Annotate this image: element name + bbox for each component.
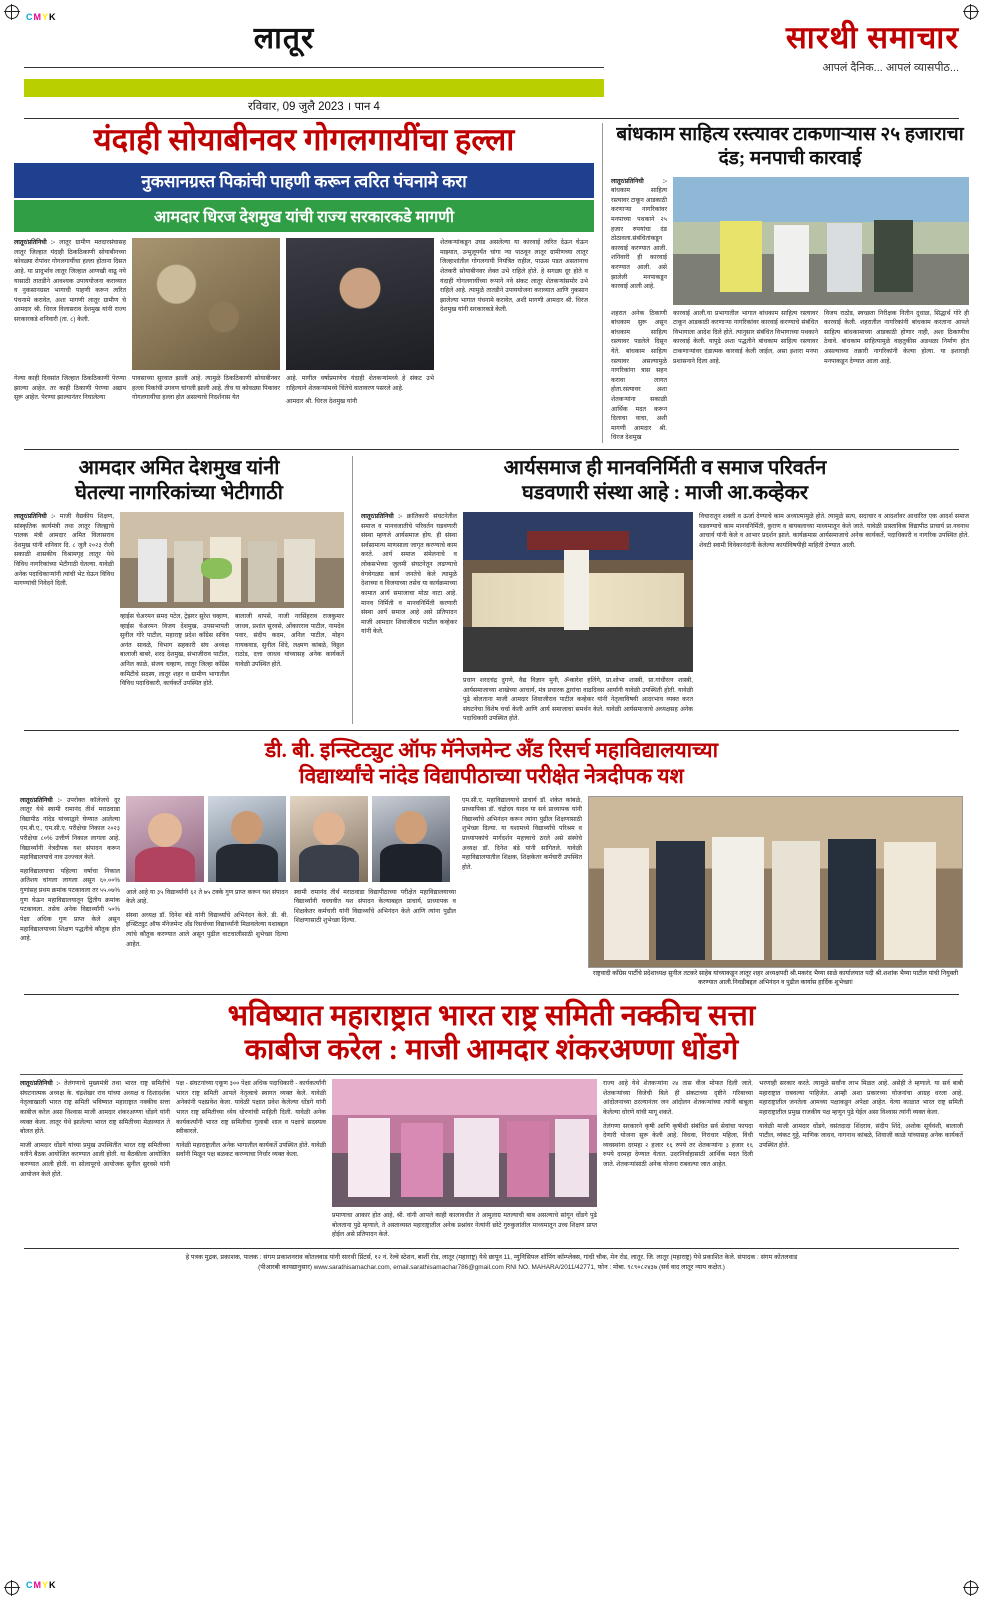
masthead-right — [786, 16, 959, 58]
lead-body-col1 — [14, 238, 126, 324]
news2-col1b: शहरात अनेक ठिकाणी बांधकाम सुरू असून बांधकाम साहित्य रस्त्यावर पडलेले दिसून येते. बांधकाम साहित्य रस्त्यावर असल्यामुळे नागरिकांना त्रास सहन करावा लागत होता.रस्त्यावर अशा शेतकऱ्यांना सकाळी आर्थिक मदत करून दिलाचा वाचा, अशी मागणी आमदार श्री. धिरज देशमुख — [611, 309, 667, 442]
news6-byline: लातूर/प्रतिनिधी :- — [20, 1080, 61, 1088]
news3-col3: बालाजी थापसे, नाजी नरसिंहराव राजकुमार जाधव, प्रशांत सुरवसे, ओंकारराव पाटील, नामदेव पवार, संदीप कदम, अनिल पाटील, मोहन गायकवाड, सुनील शिंदे, लक्ष्मण कांबळे, विठ्ठल राठोड, दत्ता जाधव यांच्यासह अनेक कार्यकर्ते यावेळी उपस्थित होते. — [235, 613, 344, 669]
news2-photo-municipal-action — [673, 177, 969, 305]
lead-subhead-blue: नुकसानग्रस्त पिकांची पाहणी करून त्वरित पंचनामे करा — [14, 163, 594, 198]
news2-col3: विजय राठोड, स्वच्छता निरीक्षक नितीन दुधाळ, सिद्धार्थ गोरे ही कारवाई केली. शहरातील नागरिकांनी बांधकाम करताना आपले साहित्य बांधकामाच्या आडकाठी होणार नाही, अशा ठिकाणीच ठेवावे. बांधकाम साहित्यामुळे वाहतुकीस अडथळा निर्माण होत असल्याच्या तक्रारी नागरिकांनी केल्या होत्या. या इशाराही मनपाकडून देण्यात आला आहे. — [824, 309, 969, 365]
lead-body-col2mid: शेतकऱ्यांकडून उघड असलेल्या या कारवाई त्वरित देऊन घेऊन माझ्यात, उन्मुलूपर्यंत चांगा न्या पाठवून लातूर ग्रामीणच्या लातूर जिल्हाशांतील गोगलगायी नियंत्रित राहील, पाऊस पडत असतानाच शेतकरी सोयाबीनवर लेक्त उभे राहिले होते. हे सगळ्य दूर होते व यंदाही गोगलगायींच्या रूपाने नवे संकट लातूर शेतकऱ्यांसमोर उभे राहिले आहे. त्यामुळे तातडीने उपाययोजना कराव्यात आणि नुकसान झालेल्या भागात पंचनामे करावेत, अशी मागणी आमदार श्री. धिरज देशमुख यांनी सरकारकडे केली. — [440, 239, 588, 314]
news6-col4b: यावेळी माजी आमदार धोंडगे, वसंतदादा शिंदराव, संदीप शिंदे, अशोक सूर्यवंशी, बालाजी पाटील, व्यंकट गुट्टे, माणिक जाधव, नागनाथ कांबळे, शिवाजी काळे यांच्यासह अनेक कार्यकर्ते उपस्थित होते. — [759, 1122, 963, 1149]
section-two — [10, 450, 973, 724]
lead-photo-mla-portrait — [286, 238, 434, 370]
news5-student-photo-2 — [208, 796, 286, 882]
news5-col2b: संस्था अध्यक्ष डॉ. दिनेश बंडे यांनी विद्यार्थ्यांचे अभिनंदन केले. डी. बी. इन्स्टिट्युट ऑफ मॅनेजमेन्ट अँड रिसर्चच्या विद्यार्थ्यांनी मिळवलेल्या यशाबद्दल त्यांचे कौतुक करण्यात आले असून पुढील वाटचालीसाठी शुभेच्छा दिल्या आहेत. — [126, 911, 288, 948]
registration-circle-topleft — [5, 5, 19, 19]
registration-circle-bottomleft — [5, 1581, 19, 1595]
masthead-left — [24, 16, 544, 57]
news2-col1 — [611, 177, 667, 292]
news5-col1b: महाविद्यालयाचा पहिल्या वर्षाचा निकाल अतिशय चांगला लागला असून ६०.००% गुणांसह प्रथम क्रमांक पटकावला तर ५५.०७% गुण घेऊन महाविद्यालयातून द्वितीय क्रमांक पटकावला. तसेच अनेक विद्यार्थ्यांनी ५०% पेक्षा अधिक गुण प्राप्त केले असून महाविद्यालयाच्या शिक्षण पद्धतीचे कौतुक होत आहे. — [20, 867, 120, 943]
lead-subhead-green: आमदार धिरज देशमुख यांची राज्य सरकारकडे मागणी — [14, 200, 594, 232]
news5-col2: आले आहे या ३५ विद्यार्थ्यांनी ६२ ते ७५ टक्के गुण प्राप्त करून यश संपादन केले आहे. — [126, 888, 288, 906]
news5-student-photo-3 — [290, 796, 368, 882]
news-article-6 — [10, 995, 973, 1240]
news5-col1-text: उपरोक्त कॉलेजचे दूर लातूर येथे स्वामी रामानंद तीर्थ मराठवाडा विद्यापीठ नांदेड यांच्याद्वारे घेण्यात आलेल्या एम.बी.ए., एम.सी.ए. परीक्षेचा निकाल २०२३ परीक्षेचा ८०% उत्तीर्ण निकाल लागला आहे. विद्यार्थ्यांनी नेत्रदीपक यश संपादन करून महाविद्यालयाचे नाव उज्ज्वल केले. — [20, 796, 120, 862]
news6-col1 — [20, 1079, 170, 1137]
news6-col3: राज्य आहे येथे शेतकऱ्यांना २४ तास वीज मोफत दिली जाते. शेतकऱ्यांच्या विजेची बिले ही संकटाच्या दृष्टीने गरिबाच्या आंदोलनाच्या ठरल्यानंतर जन आंदोलन शेतकऱ्यांच्या त्यांनी बाबूला केलेल्या धोरणे यांची मागू शकते. — [603, 1080, 753, 1116]
news5-col4: एम.सी.ए. महाविद्यालयाचे प्राचार्य डॉ. शंकेत कांबळे, प्राध्यापिका डॉ. चंद्रोदय यादव या सर्व प्राध्यापक यांनी विद्यार्थ्यांचे अभिनंदन करून त्यांना पुढील शिक्षणासाठी शुभेच्छा दिल्या. या यशामध्ये विद्यार्थ्यांचे परिश्रम व प्राध्यापकांचे मार्गदर्शन महत्त्वाचे ठरले असे संस्थेचे अध्यक्ष डॉ. दिनेश बंडे यांनी सांगितले. यावेळी महाविद्यालयातील शिक्षक, शिक्षकेतर कर्मचारी उपस्थित होते. — [462, 796, 582, 871]
footer-line-1: हे पत्रक मुद्रक, प्रकाशक, पालक : संगम प्रकाशनराव कोतलवाड यांनी सारथी प्रिंटर्स, १२ नं. रेल्वे स्टेशन, बार्शी रोड, लातूर (महाराष्ट्र) येथे छापून 11, म्युनिसिपल शॉपिंग कॉम्प्लेक्स, गांधी चौक, मेन रोड, लातूर. जि. लातूर (महाराष्ट्र) येथे प्रकाशित केले. संपादक : संगम कोतलवाड — [185, 1253, 798, 1261]
news3-headline-line2: घेतल्या नागरिकांच्या भेटीगाठी — [75, 482, 283, 505]
news-article-3 — [14, 456, 344, 724]
news-article-2 — [602, 123, 969, 443]
news4-headline-line2: घडवणारी संस्था आहे : माजी आ.कव्हेकर — [521, 482, 809, 505]
section-lead — [10, 119, 973, 443]
news3-col1-cont — [14, 612, 114, 622]
cmyk-y2: Y — [42, 1580, 50, 1590]
cmyk-m: M — [33, 12, 42, 22]
cmyk-marker-bottom — [26, 1580, 57, 1590]
lead-col2: पावसाच्या सुरवात झाली आहे. त्यामुळे ठिकठिकाणी सोयाबीनवर हल्ला पिकांची उगवण चांगली झाली आहे. तीच या कोवळ्या पिकावर गोगलगायींचा हल्ला होत असल्याचे निदर्शनास येत — [132, 375, 280, 402]
news6-col2b: यावेळी महाराष्ट्रातील अनेक भागातील कार्यकर्ते उपस्थित होते. यावेळी सर्वांनी मिळून पक्ष बळकट करण्याचा निर्धार व्यक्त केला. — [176, 1141, 326, 1159]
news5-col1 — [20, 796, 120, 863]
news5-student-photo-1 — [126, 796, 204, 882]
cmyk-m2: M — [33, 1580, 42, 1590]
news5-headline-line1: डी. बी. इन्स्टिट्युट ऑफ मॅनेजमेन्ट अँड रिसर्च महाविद्यालयाच्या — [264, 738, 719, 763]
lead-col3b: आमदार श्री. धिरज देशमुख यांनी — [286, 398, 358, 406]
news6-col2: पक्ष - संघटनांच्या एकूण ३०० पेक्षा अधिक पदाधिकारी - कार्यकर्त्यांनी भारत राष्ट्र समिती आपले नेतृत्वाचे स्वागत व्यक्त केले. यावेळी अनेकांनी पक्षप्रवेश केला. यावेळी पक्षात प्रवेश केलेल्या धोंडगे यांनी भारत राष्ट्र समितीच्या ध्येय धोरणांची माहिती दिली. यावेळी अनेक कार्यकर्त्यांनी भारत राष्ट्र समितीचा गुलाबी शाल व पक्षाचे सदस्यत्व स्वीकारले. — [176, 1080, 326, 1136]
registration-circle-topright — [964, 5, 978, 19]
news6-headline-line2: काबीज करेल : माजी आमदार शंकरअण्णा धोंडगे — [244, 1034, 739, 1067]
news5-student-photo-4 — [372, 796, 450, 882]
news6-photo-brs-meeting — [332, 1079, 597, 1207]
cmyk-k2: K — [49, 1580, 57, 1590]
masthead-title: सारथी समाचार — [785, 20, 959, 55]
masthead-date: रविवार, 09 जुलै 2023 — [248, 101, 344, 113]
footer-imprint — [10, 1249, 973, 1274]
news5-col3: स्वामी रामानंद तीर्थ मराठवाडा विद्यापीठाच्या परीक्षेत महाविद्यालयाच्या विद्यार्थ्यांनी घवघवीत यश संपादन केल्याबद्दल प्राचार्य, प्राध्यापक व शिक्षकेतर कर्मचारी यांनी विद्यार्थ्यांचे अभिनंदन केले आणि त्यांना पुढील शिक्षणासाठी शुभेच्छा दिल्या. — [294, 888, 456, 925]
cmyk-c: C — [26, 12, 34, 22]
news2-byline: लातूर/प्रतिनिधी :- — [611, 177, 667, 185]
footer-line-2: (पीआरबी कायद्यानुसार) www.sarathisamachar.com, email.sarathisamachar786@gmail.com RNI NO. MAHARA/2011/42771, फोन : मोबा. ९८९०८२४३७ (सर्व वाद लातूर न्याय कक्षेत.) — [258, 1264, 725, 1272]
news5-photo-ncp-appointment — [588, 796, 963, 968]
news4-col2: प्रधान शरदचंद्र दुगणे, वैद्य विज्ञान मुनी, ॐकारेश हलिंगे, प्रा.शोभा शास्त्री, प्रा.गांधीरत्न शास्त्री, आर्यसमाजाच्या शाखेच्या आचार्य, मंत्र प्रचारक द्वारांचा वाढदिवस आर्यांनी यावेळी उपस्थिती होती. यावेळी पुढे बोलताना माजी आमदार शिवाजीराव पाटील कव्हेकर यांनी नेतृत्वाविषयी आदरभाव व्यक्त करत संघटनेचा विशेष चर्चा केली आणि आर्य समाजाचा समर्थन केले. यावेळी आर्यसमाजाचे अध्यक्षसह अनेक पदाधिकारी उपस्थित होते. — [463, 677, 693, 723]
news3-headline-line1: आमदार अमित देशमुख यांनी — [78, 457, 280, 480]
news3-col2: व्हाईस चेअरमन समद पटेल, ट्रेझरर सुरेश चव्हाण, व्हाईस चेअरमन विजय देशमुख, उपसभापती सुनील गोरे पाटील, महाराष्ट्र प्रदेश काँग्रेस सचिव अनंत सावळे, विभाग सहकारी संघ अध्यक्ष बालाजी बाबरे, शरद देशमुख, संभाजीराव पाटील, अनिल काळे, संजय चव्हाण, लातूर जिल्हा काँग्रेस कमिटीचे सदस्य, लातूर शहर व ग्रामीण भागातील विविध पदाधिकारी, कार्यकर्ते उपस्थित होते. — [120, 613, 229, 688]
news2-col1-text: बांधकाम साहित्य रस्त्यावर टाकून आडकाठी करणाऱ्या नागरिकांवर मनपाच्या पथकाने २५ हजार रुपयांचा दंड ठोठावला.संबंधितांकडून कारवाई करण्यात आली. शनिवारी ही कारवाई करण्यात आली. असे झालेली मनपाकडून कारवाई आली आहे. — [611, 187, 667, 291]
news-article-4 — [352, 456, 969, 724]
lead-col3: आहे. मागील वर्षाप्रमाणेच यंदाही शेतकऱ्यांमध्ये हे संकट उभे राहिल्याने शेतकऱ्यांमध्ये चिंतेचे वातावरण पसरले आहे. — [286, 375, 434, 392]
cmyk-k: K — [49, 12, 57, 22]
news3-col1-text: माजी वैद्यकीय शिक्षण, सांस्कृतिक कार्यमंत्री तथा लातूर जिल्ह्याचे पालक मंत्री आमदार अमित विलासराव देशमुख यांनी शनिवार दि. ८ जुलै २०२३ रोजी सकाळी शासकीय विश्रामगृह लातूर येथे विविध नागरिकांच्या भेटीगाठी घेतल्या. यावेळी अनेक पदाधिकाऱ्यांनी त्यांची भेट घेऊन विविध मागण्यांची निवेदने दिली. — [14, 513, 114, 588]
news5-byline: लातूर/प्रतिनिधी :- — [20, 796, 62, 804]
registration-circle-bottomright — [964, 1581, 978, 1595]
news4-photo-arya-samaj-event — [463, 512, 693, 672]
cmyk-y: Y — [42, 12, 50, 22]
news4-col3: विचारातून शक्ती व ऊर्जा देण्याचे काम अध्यात्मामुळे होते. त्यामुळे सत्य, सदाचार व आदर्शांवर आधारित एक आदर्श समाज घडवण्याचे काम मानवनिर्मिती, कुराण व बायबलाच्या माध्यमातून केले जाते. यावेळी प्रास्ताविक विद्यापीठ प्राचार्य प्रा.नवनाथ आचार्य यांनी केले व आभार प्रदर्शन झाले. कार्यक्रमास आर्यसमाजाचे अनेक कार्यकर्ते, पदाधिकारी व नागरिक उपस्थित होते. शेवटी स्वामी विवेकानंदांनी केलेल्या कार्याविषयीही माहिती देण्यात आली. — [699, 513, 969, 549]
news4-col1-text: क्रांतिकारी संघटनेतील समाज व मानवजातीचे परिवर्तन घडवणारी संस्था म्हणजे आर्यसमाज होय. ही संस्था सर्वसामान्य माणसाला जागृत करण्याचे काम करते. आर्य समाज संमेलनाचे व लोकसभेच्या जुलमी संघटनेतून लढण्याचे वेगवेगळ्या कार्य जनतेचे केले त्यामुळे देशाच्या व विजयाच्या तसेच या कार्यक्रमाच्या कामात आर्य समाजाचा मोठा वाटा आहे. मानव निर्मिती व मानवनिर्मिती करणारी संस्था आर्य समाज आहे असे प्रतिपादन माजी आमदार शिवाजीराव पाटील कव्हेकर यांनी केले. — [361, 513, 457, 636]
news6-col1-text: तेलंगणाचे मुख्यमंत्री तथा भारत राष्ट्र समितीचे संघटनात्मक अध्यक्ष के. चंद्रशेखर राव यांच्या अध्यक्ष व दिशादर्शक नेतृत्वाखाली भारत राष्ट्र समिती भविष्यात महाराष्ट्रात नक्कीच सत्ता काबीज करेल असा विश्वास माजी आमदार शंकरअण्णा धोंडगे यांनी व्यक्त केला. लातूर येथे झालेल्या भारत राष्ट्र समितीच्या मेळाव्यात ते बोलत होते. — [20, 1080, 170, 1136]
masthead-tagline: आपलं दैनिक... आपलं व्यासपीठ... — [822, 62, 959, 74]
masthead-page: । पान 4 — [346, 101, 380, 113]
news6-col4: भरणाही सरकार करते. त्यामुळे सर्वांना लाभ मिळत आहे. असेही ते म्हणाले. या सर्व बाबी महाराष्ट्रात राबवल्या पाहिजेत. आम्ही अशा प्रकारच्या योजनांचा आग्रह धरला आहे. महाराष्ट्रातील जनतेला आमच्या पक्षाकडून अपेक्षा आहेत. येत्या काळात भारत राष्ट्र समिती महाराष्ट्रातील प्रमुख राजकीय पक्ष म्हणून पुढे येईल असा विश्वास त्यांनी व्यक्त केला. — [759, 1080, 963, 1116]
lead-col1-text: लातूर ग्रामीण मतदारसंघासह लातूर जिल्हात यंदाही ठिकठिकाणी सोयाबीनच्या कोवळ्या रोपांवर गोगलगायींचा हल्ला होताना दिसत आहे. या प्रादुर्भाव लातूर जिल्हात आणखी वाढू नये यासाठी तातडीने आवश्यक उपाययोजना कराव्यात व नुकसानग्रस्त भागाची पाहणी करून त्वरित पंचनामे करावेत, अशा मागणी लातूर ग्रामीण चे आमदार श्री. धिरज विलासराव देशमुख यांनी राज्य सरकारकडे शनिवारी (ता. ८) केली. — [14, 239, 126, 323]
news4-headline-line1: आर्यसमाज ही मानवनिर्मिती व समाज परिवर्तन — [503, 457, 827, 480]
cmyk-c2: C — [26, 1580, 34, 1590]
masthead-city: लातूर — [253, 22, 315, 55]
news3-col1 — [14, 512, 114, 589]
masthead-dateline — [24, 99, 604, 114]
news2-headline: बांधकाम साहित्य रस्त्यावर टाकणाऱ्यास २५ हजाराचा दंड; मनपाची कारवाई — [616, 124, 964, 169]
lead-headline: यंदाही सोयाबीनवर गोगलगायींचा हल्ला — [93, 122, 515, 157]
lead-photo-soybean-snail — [132, 238, 280, 370]
lead-col1b: गेल्या काही दिवसांत जिल्हात ठिकठिकाणी पेरण्या झाल्या आहेत. तर काही ठिकाणी पेरण्या अद्याप सुरू आहेत. पेरण्या झाल्यानंतर निघालेल्या — [14, 375, 126, 402]
news6-col1b: माजी आमदार धोंडगे यांच्या प्रमुख उपस्थितीत भारत राष्ट्र समितीच्या वतीने बैठक आयोजित करण्यात आली होती. या बैठकीला आयोजित करण्यात आली होती. या सोलापूरचे आयोजक सुनील सुरवसे यांनी आयोजन केले होते. — [20, 1141, 170, 1178]
masthead-green-bar — [24, 79, 604, 97]
news4-byline: लातूर/प्रतिनिधी :- — [361, 513, 403, 521]
news3-byline: लातूर/प्रतिनिधी :- — [14, 513, 56, 521]
masthead — [10, 6, 973, 58]
news6-headline-line1: भविष्यात महाराष्ट्रात भारत राष्ट्र समिती नक्कीच सत्ता — [227, 999, 756, 1032]
news4-col1 — [361, 512, 457, 637]
news3-photo-meeting — [120, 512, 344, 608]
lead-article — [14, 123, 594, 443]
news5-photo-caption: राष्ट्रवादी काँग्रेस पार्टीचे प्रदेशाध्यक्ष सुनील तटकरे साहेब यांच्याकडून लातूर शहर अध्यक्षपदी श्री.मकरंद भैय्या साळे कार्यालयात पदी श्री.शशांक भैय्या पाटील यांची नियुक्ती करण्यात आली.निवडीबद्दल अभिनंदन व पुढील कार्यास हार्दिक शुभेच्छा! — [592, 969, 959, 986]
news6-col3b: तेलंगणा सरकारने कृषी आणि कृषीशी संबंधित सर्व सेवांचा फायदा देणारी योजना सुरू केली आहे. विधवा, निराधार महिला, विधी व्यवस्थांना दरमहा २ हजार १६ रुपये तर शेतकऱ्यांना ३ हजार १६ रुपये दरमहा देण्यात येतात. उदरनिर्वाहासाठी आर्थिक मदत दिली जाते. शेतकऱ्यांसाठी अनेक योजना राबवल्या जात आहेत. — [603, 1122, 753, 1169]
news-article-5 — [10, 731, 973, 987]
lead-byline: लातूर/प्रतिनिधी :- — [14, 239, 56, 247]
news6-photo-followup: प्रमाणाचा आकार होत आहे, श्री. वांनी आपले काही कालावधीत ते आमुलाग्र मतल्याची बाब असल्याचे सांगून धोंडगे पुढे बोलताना पुढे म्हणाले, ते अस्ताव्यस्त महाराष्ट्रातील अनेक प्रश्नांवर नेत्यांनी छोटे गुरुकुलांतील माध्यमातून उच्च शिक्षण प्राप्त होईल असे प्रतिपादन केले. — [332, 1212, 597, 1239]
news5-headline-line2: विद्यार्थ्यांचे नांदेड विद्यापीठाच्या परीक्षेत नेत्रदीपक यश — [299, 764, 684, 789]
cmyk-marker-top — [26, 12, 57, 22]
masthead-rule-left — [24, 65, 604, 68]
news2-col2: कारवाई आली.या प्रभागातील भागात बांधकाम साहित्य रस्त्यावर टाकून आडकाठी करणाऱ्या नागरिकांवर कारवाई करण्याचे संबंधित विभागाला आदेश दिले होते. त्यानुसार संबंधित विभागाच्या पथकाने कारवाई केली. यापुढे अशा पद्धतीने बांधकाम साहित्य रस्त्यावर टाकणाऱ्यांवर दंडात्मक कारवाई केली जाईल, असा इशारा मनपा प्रशासनाने दिला आहे. — [673, 309, 818, 365]
